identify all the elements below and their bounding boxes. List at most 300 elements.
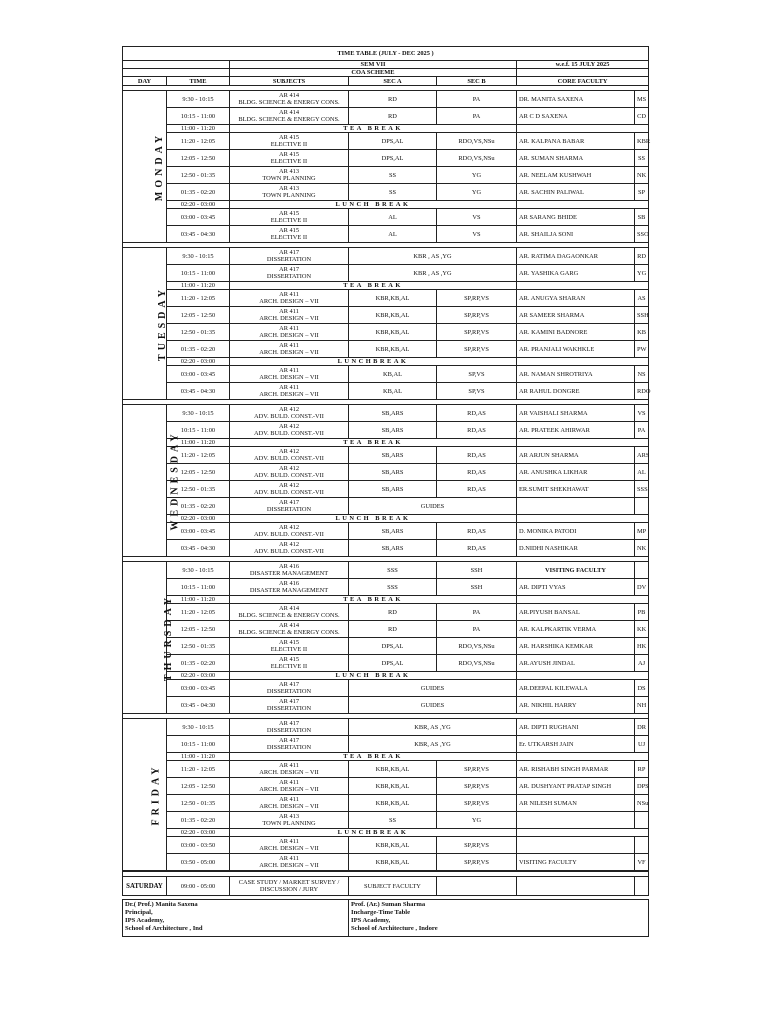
break-row (123, 125, 649, 133)
faculty-name: AR C D SAXENA (517, 108, 635, 125)
subject-cell (230, 290, 349, 307)
subject-cell (230, 812, 349, 829)
subject-code: AR 411 (279, 762, 299, 769)
subject-code: AR 414 (278, 109, 300, 116)
sec-a-cell: SSS (349, 579, 437, 596)
subject-code: AR 411 (279, 367, 299, 374)
day-cell (123, 248, 167, 400)
subject-cell (230, 464, 349, 481)
subject-code: AR 417 (278, 681, 300, 688)
subject-code: AR 417 (278, 499, 300, 506)
day-name: WEDNESDAY (169, 429, 181, 531)
class-row (123, 324, 649, 341)
sec-b-cell: SP,RP,VS (437, 761, 517, 778)
subject-name: ARCH. DESIGN – VII (259, 845, 319, 852)
subject-name: ADV. BULD. CONST.-VII (254, 413, 324, 420)
faculty-abbr: DR (635, 719, 649, 736)
time-slot: 11:20 - 12:05 (167, 604, 230, 621)
subject-name: ADV. BULD. CONST.-VII (254, 548, 324, 555)
day-cell (123, 405, 181, 557)
incharge-name: Prof. (Ar.) Suman Sharma (351, 901, 426, 908)
sec-b-cell: SP,RP,VS (437, 795, 517, 812)
time-slot: 03:45 - 04:30 (167, 226, 230, 243)
class-row (123, 447, 649, 464)
faculty-name: AR VAISHALI SHARMA (517, 405, 635, 422)
subject-code: AR 411 (279, 384, 299, 391)
subject-name: ELECTIVE II (270, 217, 308, 224)
subject-name: ADV. BULD. CONST.-VII (254, 472, 324, 479)
faculty-abbr (635, 837, 649, 854)
semester-row (123, 61, 649, 69)
faculty-name: AR ARJUN SHARMA (517, 447, 635, 464)
subject-code: AR 412 (278, 524, 300, 531)
subject-code: AR 416 (278, 580, 300, 587)
sec-b-cell: SP,RP,VS (437, 341, 517, 358)
day-name: FRIDAY (150, 763, 162, 825)
sec-b-cell: YG (437, 184, 517, 201)
time-slot: 02:20 - 03:00 (167, 829, 230, 837)
sec-b-cell: RDO,VS,NSu (437, 150, 517, 167)
subject-cell (230, 498, 349, 515)
break-row (123, 672, 649, 680)
faculty-abbr: CD (635, 108, 649, 125)
subject-code: AR 414 (278, 605, 300, 612)
subject-name: DISSERTATION (266, 506, 312, 513)
time-slot: 11:20 - 12:05 (167, 447, 230, 464)
sec-a-cell: SB,ARS (349, 540, 437, 557)
subject-code: AR 411 (279, 325, 299, 332)
sec-a-cell: KBR,KB,AL (349, 341, 437, 358)
subject-name: DISASTER MANAGEMENT (249, 570, 329, 577)
subject-code: AR 417 (278, 266, 300, 273)
subject-cell (230, 447, 349, 464)
time-slot: 03:45 - 04:30 (167, 383, 230, 400)
class-row (123, 579, 649, 596)
sec-b-cell: SSH (437, 579, 517, 596)
subject-code: AR 411 (279, 796, 299, 803)
sec-a-cell: SS (349, 184, 437, 201)
scheme-label: COA SCHEME (230, 69, 517, 77)
saturday-day: SATURDAY (123, 877, 167, 896)
class-row (123, 248, 649, 265)
sec-b-cell: SP,VS (437, 366, 517, 383)
principal-institute: IPS Academy, (125, 917, 165, 924)
sec-a-cell: KBR,KB,AL (349, 854, 437, 871)
faculty-name: AR. ANUGYA SHARAN (517, 290, 635, 307)
timetable-title: TIME TABLE (JULY - DEC 2025 ) (123, 47, 649, 61)
faculty-name: AR.AYUSH JINDAL (517, 655, 635, 672)
timetable (122, 46, 649, 871)
subject-cell (230, 761, 349, 778)
class-row (123, 540, 649, 557)
sec-b-cell: SP,VS (437, 383, 517, 400)
time-slot: 10:15 - 11:00 (167, 422, 230, 439)
class-row (123, 167, 649, 184)
class-row (123, 523, 649, 540)
sections-combined: KBR, AS ,YG (349, 736, 517, 753)
saturday-sec: SUBJECT FACULTY (349, 877, 437, 896)
subject-name: DISSERTATION (266, 273, 312, 280)
class-row (123, 697, 649, 714)
class-row (123, 226, 649, 243)
subject-name: ARCH. DESIGN – VII (259, 374, 319, 381)
sec-a-cell: DPS,AL (349, 133, 437, 150)
sec-b-cell: RD,AS (437, 422, 517, 439)
time-slot: 12:05 - 12:50 (167, 778, 230, 795)
class-row (123, 680, 649, 697)
subject-name: TOWN PLANNING (262, 820, 316, 827)
faculty-name (517, 812, 635, 829)
class-row (123, 422, 649, 439)
subject-name: BLDG. SCIENCE & ENERGY CONS. (238, 612, 340, 619)
class-row (123, 405, 649, 422)
incharge-institute: IPS Academy, (351, 917, 391, 924)
faculty-abbr: VS (635, 405, 649, 422)
time-slot: 11:20 - 12:05 (167, 133, 230, 150)
break-label: TEA BREAK (230, 439, 517, 447)
saturday-time: 09:00 - 05:00 (167, 877, 230, 896)
sections-combined: GUIDES (349, 697, 517, 714)
time-slot: 03:50 - 05:00 (167, 854, 230, 871)
sec-b-cell: SP,RP,VS (437, 778, 517, 795)
sec-a-cell: KBR,KB,AL (349, 778, 437, 795)
subject-name: DISSERTATION (266, 727, 312, 734)
subject-name: BLDG. SCIENCE & ENERGY CONS. (238, 116, 340, 123)
break-label: TEA BREAK (230, 282, 517, 290)
subject-name: ARCH. DESIGN – VII (259, 803, 319, 810)
sec-b-cell: RDO,VS,NSu (437, 655, 517, 672)
time-slot: 11:00 - 11:20 (167, 125, 230, 133)
class-row (123, 638, 649, 655)
sec-b-cell: RD,AS (437, 481, 517, 498)
sec-a-cell: KB,AL (349, 366, 437, 383)
saturday-table (122, 871, 649, 896)
faculty-abbr: NK (635, 167, 649, 184)
subject-cell (230, 579, 349, 596)
sec-a-cell: SB,ARS (349, 481, 437, 498)
sec-b-cell: RD,AS (437, 540, 517, 557)
subject-code: AR 412 (278, 406, 300, 413)
break-row (123, 596, 649, 604)
sec-a-cell: DPS,AL (349, 655, 437, 672)
subject-name: ELECTIVE II (270, 646, 308, 653)
subject-cell (230, 638, 349, 655)
class-row (123, 621, 649, 638)
subject-code: AR 412 (278, 482, 300, 489)
sec-b-cell: YG (437, 812, 517, 829)
class-row (123, 91, 649, 108)
faculty-abbr: SS (635, 150, 649, 167)
class-row (123, 209, 649, 226)
faculty-abbr: SSS (635, 481, 649, 498)
faculty-abbr: DPS (635, 778, 649, 795)
time-slot: 11:00 - 11:20 (167, 596, 230, 604)
faculty-abbr: SSH (635, 307, 649, 324)
subject-cell (230, 481, 349, 498)
time-slot: 01:35 - 02:20 (167, 655, 230, 672)
faculty-name: AR. KALPKARTIK VERMA (517, 621, 635, 638)
time-slot: 03:45 - 04:30 (167, 540, 230, 557)
sec-a-cell: KBR,KB,AL (349, 795, 437, 812)
subject-cell (230, 248, 349, 265)
day-name: TUESDAY (156, 285, 168, 361)
class-row (123, 464, 649, 481)
class-row (123, 562, 649, 579)
time-slot: 12:50 - 01:35 (167, 481, 230, 498)
faculty-name: AR. DIPTI RUGHANI (517, 719, 635, 736)
subject-cell (230, 854, 349, 871)
time-slot: 9:30 - 10:15 (167, 405, 230, 422)
subject-code: AR 415 (278, 210, 300, 217)
subject-name: ADV. BULD. CONST.-VII (254, 489, 324, 496)
subject-name: ELECTIVE II (270, 158, 308, 165)
col-header-core-faculty: CORE FACULTY (517, 77, 649, 86)
sec-b-cell: YG (437, 167, 517, 184)
day-cell (123, 91, 167, 243)
time-slot: 02:20 - 03:00 (167, 515, 230, 523)
faculty-abbr: SB (635, 209, 649, 226)
wef-date: w.e.f. 15 JULY 2025 (517, 61, 649, 69)
sec-b-cell: SP,RP,VS (437, 854, 517, 871)
time-slot: 03:00 - 03:50 (167, 837, 230, 854)
subject-code: AR 412 (278, 465, 300, 472)
time-slot: 03:45 - 04:30 (167, 697, 230, 714)
subject-code: AR 415 (278, 151, 300, 158)
time-slot: 9:30 - 10:15 (167, 248, 230, 265)
sec-b-cell: PA (437, 621, 517, 638)
sec-a-cell: SS (349, 167, 437, 184)
sec-a-cell: SB,ARS (349, 447, 437, 464)
time-slot: 02:20 - 03:00 (167, 201, 230, 209)
subject-code: AR 411 (279, 308, 299, 315)
sec-b-cell: PA (437, 108, 517, 125)
faculty-name: AR SARANG BHIDE (517, 209, 635, 226)
day-cell (123, 719, 167, 871)
day-name: MONDAY (154, 131, 166, 201)
class-row (123, 290, 649, 307)
time-slot: 02:20 - 03:00 (167, 672, 230, 680)
saturday-subject: CASE STUDY / MARKET SURVEY / DISCUSSION / JURY (230, 877, 349, 896)
saturday-row (123, 877, 649, 896)
faculty-name: D. MONIKA PATODI (517, 523, 635, 540)
faculty-name: AR SAMEER SHARMA (517, 307, 635, 324)
subject-code: AR 411 (279, 342, 299, 349)
faculty-abbr: PB (635, 604, 649, 621)
subject-name: ARCH. DESIGN – VII (259, 786, 319, 793)
time-slot: 12:50 - 01:35 (167, 324, 230, 341)
subject-cell (230, 108, 349, 125)
subject-cell (230, 383, 349, 400)
subject-name: TOWN PLANNING (262, 192, 316, 199)
class-row (123, 481, 649, 498)
time-slot: 9:30 - 10:15 (167, 91, 230, 108)
sec-b-cell: SP,RP,VS (437, 837, 517, 854)
subject-code: AR 411 (279, 855, 299, 862)
sec-b-cell: RD,AS (437, 523, 517, 540)
class-row (123, 837, 649, 854)
time-slot: 12:50 - 01:35 (167, 167, 230, 184)
class-row (123, 307, 649, 324)
subject-code: AR 412 (278, 423, 300, 430)
subject-code: AR 417 (278, 249, 300, 256)
sec-b-cell: VS (437, 226, 517, 243)
subject-cell (230, 226, 349, 243)
sections-combined: GUIDES (349, 680, 517, 697)
faculty-name: AR. NEELAM KUSHWAH (517, 167, 635, 184)
time-slot: 12:05 - 12:50 (167, 307, 230, 324)
sec-a-cell: SB,ARS (349, 405, 437, 422)
faculty-abbr: ARS (635, 447, 649, 464)
subject-cell (230, 209, 349, 226)
faculty-abbr: RP (635, 761, 649, 778)
sec-b-cell: SSH (437, 562, 517, 579)
subject-name: ELECTIVE II (270, 234, 308, 241)
subject-cell (230, 621, 349, 638)
class-row (123, 498, 649, 515)
subject-cell (230, 422, 349, 439)
subject-code: AR 414 (278, 92, 300, 99)
subject-code: AR 415 (278, 134, 300, 141)
sec-a-cell: SB,ARS (349, 464, 437, 481)
faculty-name: AR. RISHABH SINGH PARMAR (517, 761, 635, 778)
subject-name: ARCH. DESIGN – VII (259, 332, 319, 339)
break-row (123, 358, 649, 366)
class-row (123, 761, 649, 778)
sec-a-cell: RD (349, 91, 437, 108)
subject-code: AR 414 (278, 622, 300, 629)
class-row (123, 655, 649, 672)
break-label: TEA BREAK (230, 753, 517, 761)
sec-a-cell: SB,ARS (349, 523, 437, 540)
sec-a-cell: RD (349, 108, 437, 125)
class-row (123, 383, 649, 400)
faculty-abbr: NH (635, 697, 649, 714)
time-slot: 03:00 - 03:45 (167, 523, 230, 540)
break-label: LUNCHBREAK (230, 829, 517, 837)
subject-cell (230, 736, 349, 753)
subject-cell (230, 837, 349, 854)
subject-code: AR 417 (278, 720, 300, 727)
sec-a-cell: KBR,KB,AL (349, 290, 437, 307)
sec-a-cell: RD (349, 604, 437, 621)
break-row (123, 282, 649, 290)
break-label: TEA BREAK (230, 125, 517, 133)
faculty-abbr: RDO (635, 383, 649, 400)
subject-code: AR 411 (279, 779, 299, 786)
faculty-abbr: PW (635, 341, 649, 358)
break-label: TEA BREAK (230, 596, 517, 604)
faculty-abbr: SSO (635, 226, 649, 243)
time-slot: 10:15 - 11:00 (167, 579, 230, 596)
sec-a-cell: RD (349, 621, 437, 638)
time-slot: 11:00 - 11:20 (167, 753, 230, 761)
sec-a-cell: DPS,AL (349, 638, 437, 655)
faculty-abbr: PA (635, 422, 649, 439)
time-slot: 11:00 - 11:20 (167, 282, 230, 290)
faculty-name (517, 837, 635, 854)
class-row (123, 778, 649, 795)
faculty-name: AR. DIPTI VYAS (517, 579, 635, 596)
class-row (123, 341, 649, 358)
break-row (123, 753, 649, 761)
faculty-name: AR. SACHIN PALIWAL (517, 184, 635, 201)
faculty-abbr: DS (635, 680, 649, 697)
faculty-name: ER.SUMIT SHEKHAWAT (517, 481, 635, 498)
subject-cell (230, 655, 349, 672)
class-row (123, 366, 649, 383)
subject-name: ADV. BULD. CONST.-VII (254, 531, 324, 538)
break-label: LUNCH BREAK (230, 515, 517, 523)
subject-name: ARCH. DESIGN – VII (259, 769, 319, 776)
faculty-name: AR. HARSHIKA KEMKAR (517, 638, 635, 655)
sec-b-cell: RDO,VS,NSu (437, 638, 517, 655)
sec-a-cell: SS (349, 812, 437, 829)
subject-name: DISSERTATION (266, 705, 312, 712)
principal-name: Dr.( Prof.) Manita Saxena (125, 901, 198, 908)
sections-combined: KBR , AS ,YG (349, 248, 517, 265)
class-row (123, 150, 649, 167)
subject-code: AR 412 (278, 448, 300, 455)
subject-cell (230, 307, 349, 324)
subject-code: AR 411 (279, 291, 299, 298)
subject-cell (230, 133, 349, 150)
faculty-name: AR. KAMINI BADNORE (517, 324, 635, 341)
time-slot: 01:35 - 02:20 (167, 184, 230, 201)
faculty-name: DR. MANITA SAXENA (517, 91, 635, 108)
break-row (123, 829, 649, 837)
subject-name: ELECTIVE II (270, 141, 308, 148)
time-slot: 10:15 - 11:00 (167, 265, 230, 282)
time-slot: 03:00 - 03:45 (167, 366, 230, 383)
subject-cell (230, 341, 349, 358)
subject-name: ARCH. DESIGN – VII (259, 315, 319, 322)
faculty-abbr (635, 812, 649, 829)
subject-name: DISSERTATION (266, 744, 312, 751)
break-row (123, 439, 649, 447)
faculty-abbr: NS (635, 366, 649, 383)
sec-a-cell: KBR,KB,AL (349, 324, 437, 341)
subject-cell (230, 680, 349, 697)
class-row (123, 812, 649, 829)
subject-cell (230, 778, 349, 795)
subject-code: AR 417 (278, 698, 300, 705)
subject-name: DISSERTATION (266, 688, 312, 695)
faculty-name: AR. SUMAN SHARMA (517, 150, 635, 167)
subject-name: ARCH. DESIGN – VII (259, 862, 319, 869)
subject-cell (230, 795, 349, 812)
subject-name: TOWN PLANNING (262, 175, 316, 182)
faculty-name: VISITING FACULTY (517, 562, 635, 579)
break-label: LUNCH BREAK (230, 201, 517, 209)
incharge-title: Incharge-Time Table (351, 909, 411, 916)
subject-code: AR 411 (279, 838, 299, 845)
day-cell (123, 562, 175, 714)
subject-code: AR 413 (278, 185, 300, 192)
subject-code: AR 415 (278, 656, 300, 663)
principal-title: Principal, (125, 909, 153, 916)
faculty-name: Er. UTKARSH JAIN (517, 736, 635, 753)
time-slot: 9:30 - 10:15 (167, 719, 230, 736)
faculty-abbr: AL (635, 464, 649, 481)
time-slot: 12:05 - 12:50 (167, 464, 230, 481)
break-row (123, 201, 649, 209)
scheme-row (123, 69, 649, 77)
subject-name: ARCH. DESIGN – VII (259, 391, 319, 398)
sec-a-cell: KB,AL (349, 383, 437, 400)
subject-code: AR 413 (278, 813, 300, 820)
sec-b-cell: SP,RP,VS (437, 307, 517, 324)
subject-cell (230, 405, 349, 422)
